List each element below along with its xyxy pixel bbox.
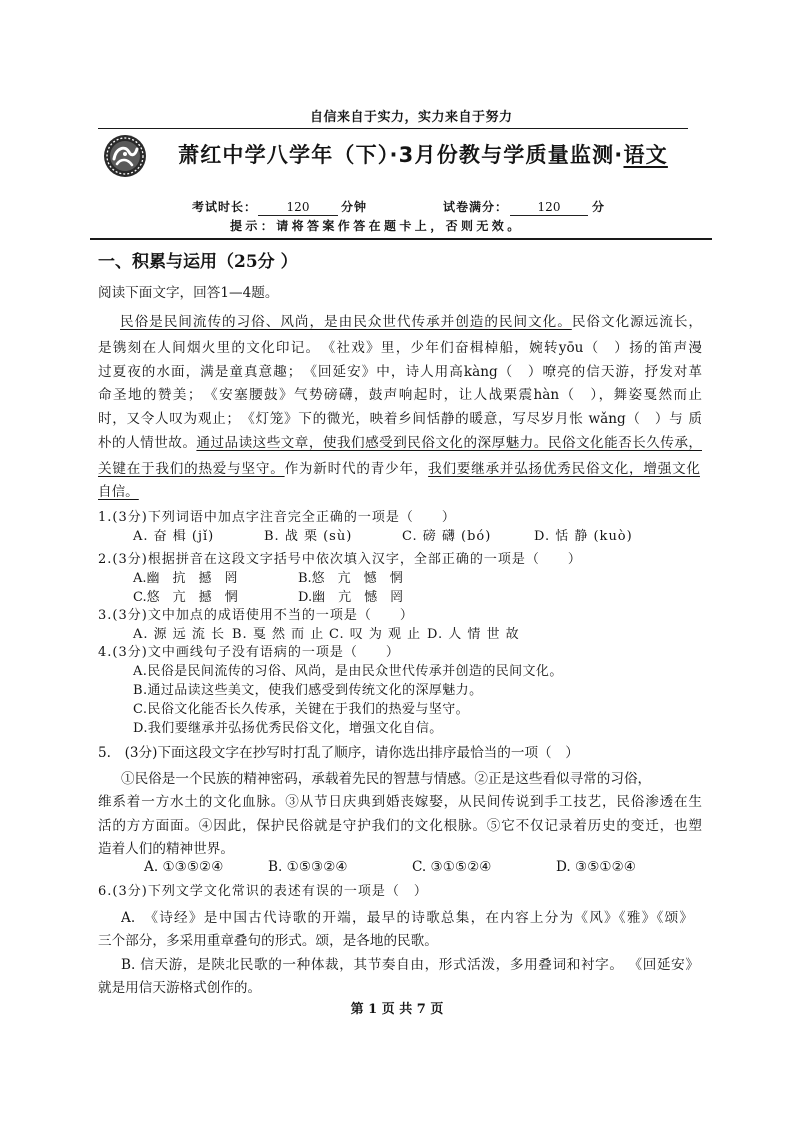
underlined-sentence: 通过品读这些文章，使我们感受到民俗文化的深厚魅力。民俗文化能否长久传承，: [196, 435, 702, 451]
passage-line-2: 是镌刻在人间烟火里的文化印记。 《社戏》里，少年们奋楫棹船，婉转yōu（ ）扬的笛声漫: [98, 340, 702, 356]
question-1-option-d: D. 恬 静 (kuò): [534, 529, 633, 544]
question-5-passage-line-3: 活的方方面面。④因此，保护民俗就是守护我们的文化根脉。⑤它不仅记录着历史的变迁，也塑: [98, 818, 702, 834]
question-1-option-a: A. 奋 楫 (jǐ): [133, 529, 215, 544]
question-5-passage-line-4: 造着人们的精神世界。: [98, 841, 234, 857]
question-5-passage-line-1: ①民俗是一个民族的精神密码，承载着先民的智慧与情感。②正是这些看似寻常的习俗，: [121, 771, 652, 787]
question-3-stem: 3.(3分)文中加点的成语使用不当的一项是（ ）: [98, 608, 414, 623]
reading-instruction: 阅读下面文字，回答1—4题。: [98, 285, 279, 301]
page-number: 第 1 页 共 7 页: [350, 1002, 444, 1017]
passage-line-7: [98, 458, 700, 480]
question-2-option-c: C.悠 亢 撼 惘: [133, 590, 238, 605]
header-rule: [98, 128, 688, 129]
passage-line-5: 时，又令人叹为观止； 《灯笼》下的微光，映着乡间恬静的暖意，写尽岁月怅 wǎng（ ）与 质: [98, 411, 702, 427]
question-5-passage-line-2: 维系着一方水土的文化血脉。③从节日庆典到婚丧嫁娶，从民间传说到手工技艺，民俗渗透在生: [98, 794, 702, 810]
question-2-option-d: D.幽 亢 憾 罔: [298, 590, 404, 605]
passage-line-3: 过夏夜的水面，满是童真意趣； 《回延安》中，诗人用高kàng（ ）嘹亮的信天游，抒发对革: [98, 364, 702, 380]
question-3-option-d: D. 人 情 世 故: [427, 627, 520, 642]
passage-line-8: [98, 481, 139, 503]
question-2-option-a: A.幽 抗 撼 罔: [133, 571, 238, 586]
passage-text: 民俗文化源远流长，: [571, 314, 702, 330]
duration-label: 考试时长：: [192, 200, 258, 214]
passage-line-4: 命圣地的赞美； 《安塞腰鼓》气势磅礴，鼓声响起时，让人战栗震hàn（ ），舞姿戛然而止: [98, 387, 702, 403]
question-5-option-c: C. ③①⑤②④: [412, 859, 492, 875]
question-1-stem: 1.(3分)下列词语中加点字注音完全正确的一项是（ ）: [98, 510, 456, 525]
header-motto: 自信来自于实力，实力来自于努力: [310, 110, 513, 125]
question-5-stem: 5. (3分)下面这段文字在抄写时打乱了顺序，请你选出排序最恰当的一项（ ）: [98, 745, 579, 761]
question-4-option-b: B.通过品读这些美文，使我们感受到传统文化的深厚魅力。: [133, 683, 483, 698]
question-2-option-b: B.悠 亢 憾 惘: [298, 571, 403, 586]
school-logo-icon: [103, 134, 147, 178]
passage-line-6: [98, 432, 702, 454]
score-label: 试卷满分：: [443, 200, 509, 214]
question-3-option-c: C. 叹 为 观 止: [329, 627, 422, 642]
question-6-option-a-line-2: 三个部分，多采用重章叠句的形式。颂，是各地的民歌。: [98, 933, 438, 949]
duration-unit: 分钟: [341, 200, 368, 214]
score-value: 120: [510, 199, 588, 216]
question-4-option-d: D.我们要继承并弘扬优秀民俗文化，增强文化自信。: [133, 721, 443, 736]
underlined-sentence: 自信。: [98, 484, 139, 500]
question-4-option-a: A.民俗是民间流传的习俗、风尚，是由民众世代传承并创造的民间文化。: [133, 664, 563, 679]
title-subject: 语文: [623, 143, 668, 167]
answer-notice: 提示：请将答案作答在题卡上，否则无效。: [230, 219, 523, 233]
title-text: 萧红中学八学年（下）·3月份教与学质量监测·: [178, 143, 624, 167]
page-title: [178, 142, 668, 168]
question-5-option-a: A. ①③⑤②④: [144, 859, 224, 875]
question-1-option-c: C. 磅 礴 (bó): [402, 529, 492, 544]
question-6-option-a-line-1: A. 《诗经》是中国古代诗歌的开端，最早的诗歌总集，在内容上分为《风》《雅》《颂》: [121, 910, 693, 926]
section-heading: 一、积累与运用（25分 ）: [98, 252, 298, 272]
underlined-sentence: 我们要继承并弘扬优秀民俗文化，增强文化: [428, 461, 700, 477]
question-3-option-b: B. 戛 然 而 止: [232, 627, 325, 642]
question-3-option-a: A. 源 远 流 长: [133, 627, 226, 642]
question-5-option-b: B. ①⑤③②④: [268, 859, 348, 875]
question-6-stem: 6.(3分)下列文学文化常识的表述有误的一项是（ ）: [98, 884, 428, 899]
question-6-option-b-line-2: 就是用信天游格式创作的。: [98, 980, 262, 996]
question-4-option-c: C.民俗文化能否长久传承，关键在于我们的热爱与坚守。: [133, 702, 470, 717]
question-2-stem: 2.(3分)根据拼音在这段文字括号中依次填入汉字，全部正确的一项是（ ）: [98, 552, 582, 567]
underlined-sentence: 民俗是民间流传的习俗、风尚，是由民众世代传承并创造的民间文化。: [120, 314, 572, 330]
info-rule: [90, 238, 712, 240]
question-1-option-b: B. 战 栗 (sù): [264, 529, 353, 544]
score-unit: 分: [592, 200, 606, 214]
passage-text: 作为新时代的青少年，: [284, 461, 429, 477]
question-4-stem: 4.(3分)文中画线句子没有语病的一项是（ ）: [98, 645, 400, 660]
passage-line-1: [120, 311, 702, 333]
duration-value: 120: [258, 199, 338, 216]
question-6-option-b-line-1: B. 信天游，是陕北民歌的一种体裁，其节奏自由，形式活泼，多用叠词和衬字。 《回延安》: [121, 957, 699, 973]
passage-text: 朴的人情世故。: [98, 435, 197, 451]
underlined-sentence: 关键在于我们的热爱与坚守。: [98, 461, 285, 477]
question-5-option-d: D. ③⑤①②④: [556, 859, 636, 875]
